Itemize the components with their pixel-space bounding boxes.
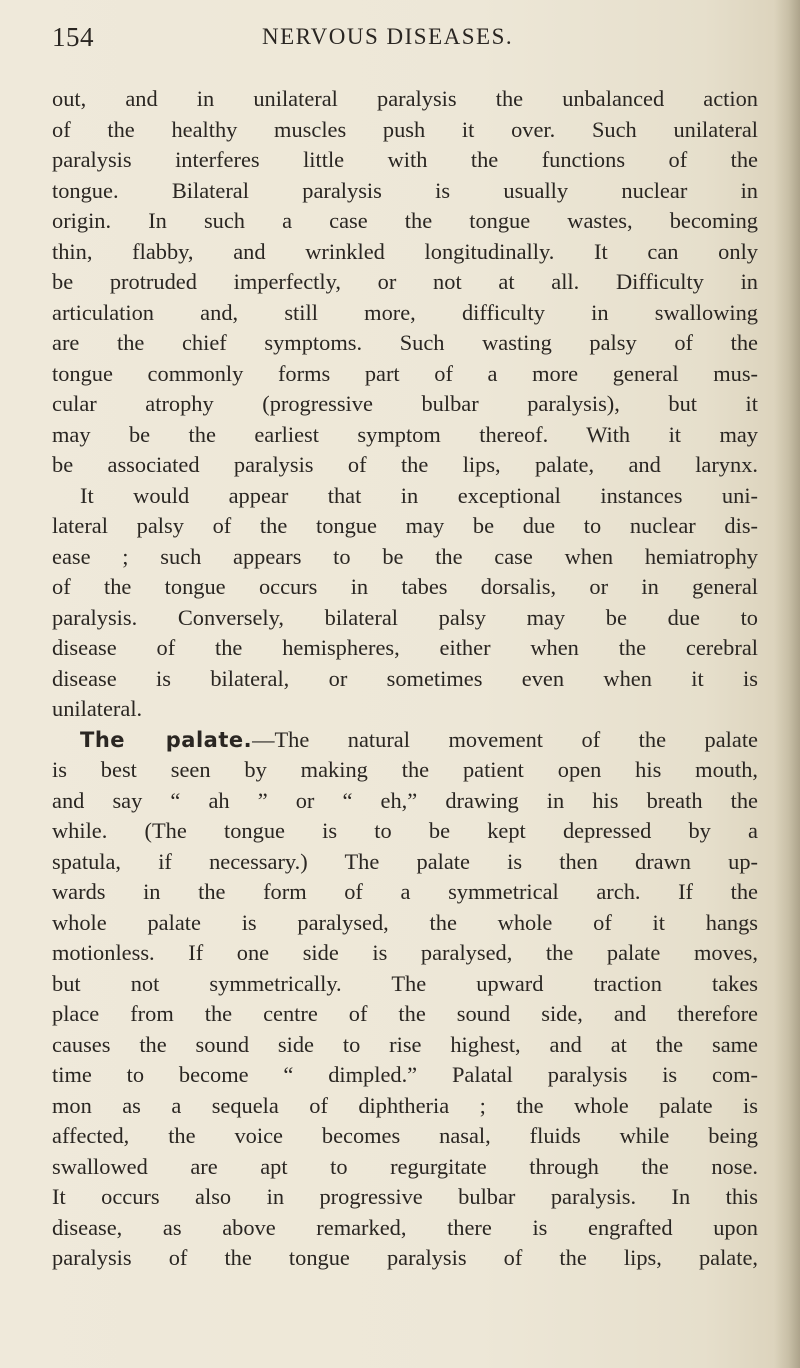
text-line: place from the centre of the sound side, and therefore — [52, 1001, 758, 1026]
text-line: are the chief symptoms. Such wasting palsy of the — [52, 330, 758, 355]
text-line: It occurs also in progressive bulbar paralysis. In this — [52, 1184, 758, 1209]
text-line: of the healthy muscles push it over. Such unilateral — [52, 116, 758, 142]
text-line: cular atrophy (progressive bulbar paralysis), but it — [52, 391, 758, 416]
section-first-line-text: —The natural movement of the palate — [252, 726, 758, 752]
text-line: causes the sound side to rise highest, and at the same — [52, 1031, 758, 1057]
text-line: affected, the voice becomes nasal, fluids while being — [52, 1123, 758, 1148]
running-head — [52, 22, 752, 62]
text-line: articulation and, still more, difficulty in swallowing — [52, 299, 758, 325]
text-line: paralysis interferes little with the functions of the — [52, 147, 758, 172]
text-line: motionless. If one side is paralysed, the palate moves, — [52, 940, 758, 965]
text-line: be protruded imperfectly, or not at all. Difficulty in — [52, 269, 758, 294]
text-line: thin, flabby, and wrinkled longitudinally. It can only — [52, 238, 758, 264]
running-title: NERVOUS DISEASES. — [262, 24, 514, 49]
text-line: and say “ ah ” or “ eh,” drawing in his breath the — [52, 787, 758, 813]
text-line: whole palate is paralysed, the whole of it hangs — [52, 909, 758, 935]
text-line: out, and in unilateral paralysis the unbalanced action — [52, 86, 758, 111]
body-text — [52, 84, 758, 1274]
text-line: mon as a sequela of diphtheria ; the whole palate is — [52, 1092, 758, 1118]
text-line: disease, as above remarked, there is engrafted upon — [52, 1214, 758, 1240]
text-line: disease of the hemispheres, either when the cerebral — [52, 635, 758, 660]
text-line: be associated paralysis of the lips, palate, and larynx. — [52, 452, 758, 477]
page-number: 154 — [52, 22, 94, 52]
text-line: paralysis. Conversely, bilateral palsy may be due to — [52, 604, 758, 630]
text-line: but not symmetrically. The upward traction takes — [52, 970, 758, 996]
text-line: ease ; such appears to be the case when hemiatrophy — [52, 543, 758, 569]
text-line: time to become “ dimpled.” Palatal paralysis is com- — [52, 1062, 758, 1087]
text-line: is best seen by making the patient open his mouth, — [52, 757, 758, 782]
text-line: may be the earliest symptom thereof. With it may — [52, 421, 758, 447]
text-line: wards in the form of a symmetrical arch. If the — [52, 879, 758, 904]
text-line: tongue. Bilateral paralysis is usually nuclear in — [52, 177, 758, 203]
section-heading: The palate. — [80, 727, 253, 752]
text-line: swallowed are apt to regurgitate through the nose. — [52, 1153, 758, 1179]
section-first-line — [52, 725, 758, 756]
text-line: It would appear that in exceptional instances uni- — [80, 482, 758, 508]
text-line: spatula, if necessary.) The palate is then drawn up- — [52, 848, 758, 874]
text-line: while. (The tongue is to be kept depressed by a — [52, 818, 758, 843]
page-edge-shadow — [774, 0, 800, 1368]
text-line: paralysis of the tongue paralysis of the lips, palate, — [52, 1245, 758, 1270]
text-line: disease is bilateral, or sometimes even when it is — [52, 665, 758, 691]
text-line: tongue commonly forms part of a more general mus- — [52, 360, 758, 386]
text-line: of the tongue occurs in tabes dorsalis, or in general — [52, 574, 758, 599]
text-line: lateral palsy of the tongue may be due to nuclear dis- — [52, 513, 758, 538]
text-line: unilateral. — [52, 696, 143, 721]
text-line: origin. In such a case the tongue wastes, becoming — [52, 208, 758, 233]
